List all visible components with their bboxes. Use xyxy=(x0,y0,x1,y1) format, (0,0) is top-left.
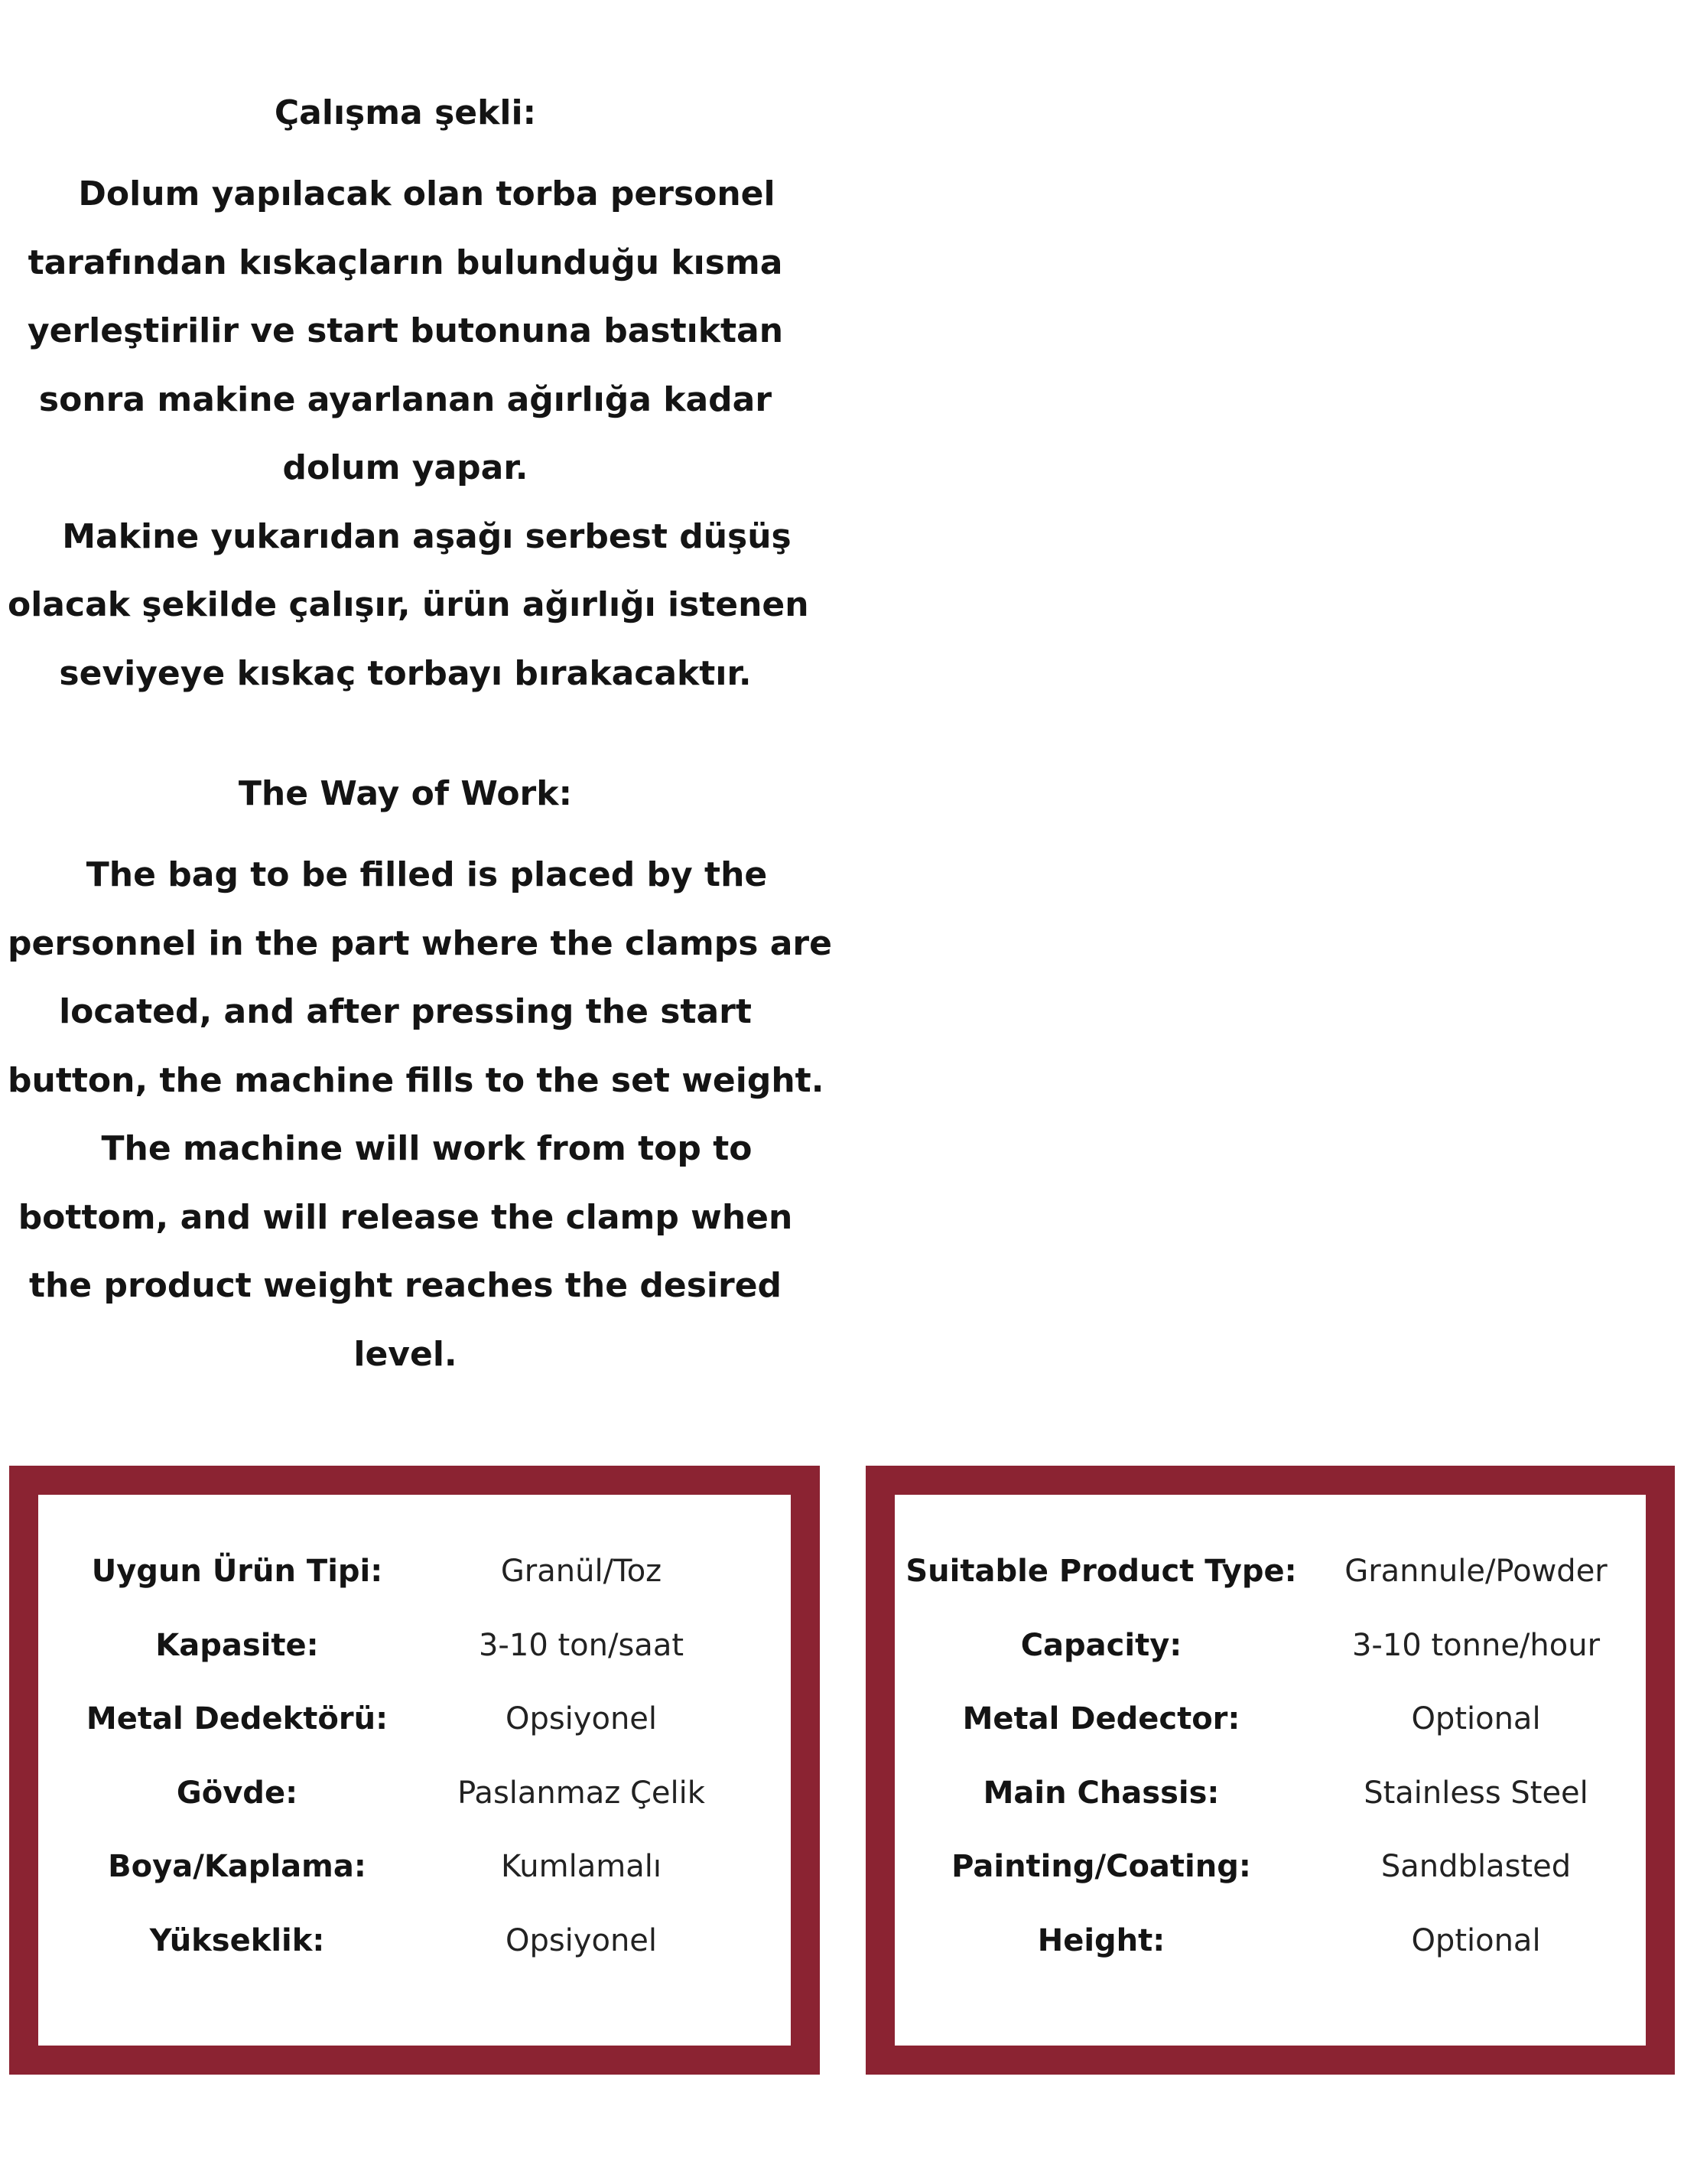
turkish-section xyxy=(8,90,809,708)
spec-row xyxy=(38,1830,791,1904)
turkish-line: tarafından kıskaçların bulunduğu kısma xyxy=(28,242,783,282)
spec-key: Yükseklik: xyxy=(149,1922,325,1958)
turkish-paragraph xyxy=(8,160,809,708)
spec-value: 3-10 tonne/hour xyxy=(1351,1627,1601,1663)
spec-key: Kapasite: xyxy=(155,1627,319,1663)
spec-row xyxy=(38,1535,791,1609)
turkish-line: seviyeye kıskaç torbayı bırakacaktır. xyxy=(59,653,752,693)
spec-row xyxy=(895,1535,1646,1609)
turkish-line: yerleştirilir ve start butonuna bastıktan xyxy=(27,311,784,350)
turkish-line: sonra makine ayarlanan ağırlığa kadar xyxy=(38,379,772,419)
spec-value: Granül/Toz xyxy=(500,1554,662,1589)
spec-value: Opsiyonel xyxy=(505,1922,658,1958)
english-line: personnel in the part where the clamps are xyxy=(8,923,832,963)
english-line: The bag to be filled is placed by the xyxy=(86,855,768,894)
spec-row xyxy=(38,1904,791,1978)
turkish-line: dolum yapar. xyxy=(282,448,528,487)
spec-value: Paslanmaz Çelik xyxy=(457,1775,705,1811)
spec-table-turkish xyxy=(38,1535,791,1977)
spec-box-english xyxy=(866,1466,1675,2075)
spec-value: Opsiyonel xyxy=(505,1701,658,1736)
spec-key: Capacity: xyxy=(1020,1627,1182,1663)
spec-row xyxy=(895,1682,1646,1756)
spec-row xyxy=(38,1682,791,1756)
turkish-heading: Çalışma şekli: xyxy=(274,93,537,132)
english-section xyxy=(8,771,832,1388)
spec-key: Metal Dedektörü: xyxy=(86,1701,388,1736)
spec-value: Grannule/Powder xyxy=(1344,1554,1608,1589)
english-line: button, the machine fills to the set weight. xyxy=(8,1060,824,1100)
spec-key: Main Chassis: xyxy=(983,1775,1220,1811)
spec-value: Stainless Steel xyxy=(1364,1775,1588,1811)
spec-row xyxy=(895,1756,1646,1831)
spec-row xyxy=(38,1756,791,1831)
spec-key: Suitable Product Type: xyxy=(905,1554,1297,1589)
spec-value: Optional xyxy=(1411,1922,1541,1958)
english-line: located, and after pressing the start xyxy=(59,992,752,1031)
spec-row xyxy=(895,1830,1646,1904)
spec-row xyxy=(895,1609,1646,1683)
spec-key: Height: xyxy=(1037,1922,1165,1958)
spec-value: 3-10 ton/saat xyxy=(478,1627,684,1663)
spec-row xyxy=(895,1904,1646,1978)
turkish-line: Dolum yapılacak olan torba personel xyxy=(78,174,775,213)
spec-key: Painting/Coating: xyxy=(951,1849,1251,1884)
turkish-line: Makine yukarıdan aşağı serbest düşüş xyxy=(62,516,792,556)
english-line: level. xyxy=(353,1334,457,1374)
spec-value: Optional xyxy=(1411,1701,1541,1736)
spec-value: Kumlamalı xyxy=(501,1849,662,1884)
spec-key: Gövde: xyxy=(176,1775,298,1811)
english-line: The machine will work from top to xyxy=(101,1129,753,1168)
spec-key: Uygun Ürün Tipi: xyxy=(91,1554,383,1589)
spec-table-english xyxy=(895,1535,1646,1977)
spec-box-turkish xyxy=(9,1466,820,2075)
spec-key: Boya/Kaplama: xyxy=(108,1849,366,1884)
spec-row xyxy=(38,1609,791,1683)
english-line: bottom, and will release the clamp when xyxy=(18,1197,793,1237)
english-line: the product weight reaches the desired xyxy=(28,1266,782,1305)
english-heading: The Way of Work: xyxy=(238,774,573,813)
spec-value: Sandblasted xyxy=(1380,1849,1572,1884)
spec-key: Metal Dedector: xyxy=(962,1701,1240,1736)
english-paragraph xyxy=(8,841,832,1388)
turkish-line: olacak şekilde çalışır, ürün ağırlığı istenen xyxy=(8,585,809,624)
